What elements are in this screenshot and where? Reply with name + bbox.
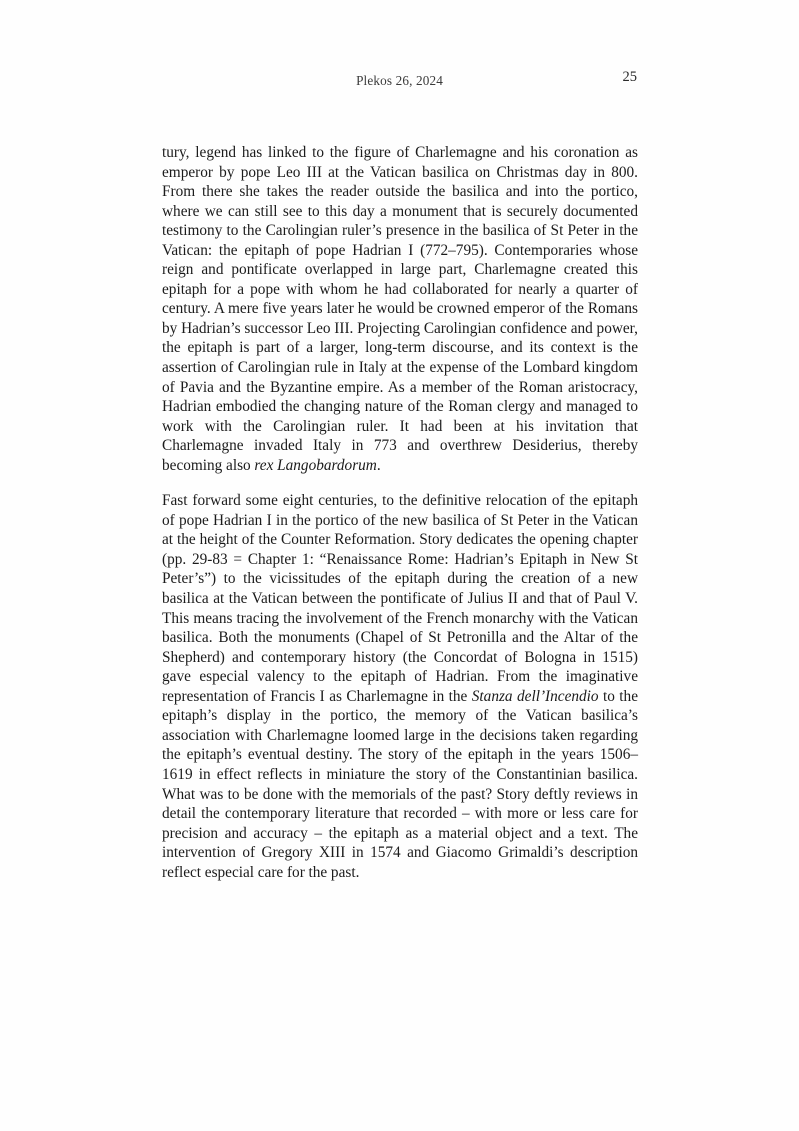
italic-phrase: Stanza dell’Incendio — [471, 687, 599, 705]
italic-phrase: rex Langobardorum — [254, 456, 377, 474]
page-number: 25 — [622, 69, 637, 85]
body-paragraph: tury, legend has linked to the figure of Charlemagne and his coronation as emperor by pope Leo III at the Vatican basilica on Christmas day in 800. From there she takes the reader outside the basilica and into the portico, where we can still see to this day a monument that is securely documented testimony to the Carolingian ruler’s presence in the basilica of St Peter in the Vatican: the epitaph of pope Hadrian I (772–795). Contemporaries whose reign and pontificate overlapped in large part, Charlemagne created this epitaph for a pope with whom he had collaborated for nearly a quarter of century. A mere five years later he would be crowned emperor of the Romans by Hadrian’s successor Leo III. Projecting Carolingian confidence and power, the epitaph is part of a larger, long-term discourse, and its context is the assertion of Carolingian rule in Italy at the expense of the Lombard kingdom of Pavia and the Byzantine empire. As a member of the Roman aristocracy, Hadrian embodied the changing nature of the Roman clergy and managed to work with the Carolingian ruler. It had been at his invitation that Charlemagne invaded Italy in 773 and overthrew Desiderius, thereby becoming also rex Langobardorum. — [162, 144, 638, 474]
body-paragraph: Fast forward some eight centuries, to the definitive relocation of the epitaph of pope Hadrian I in the portico of the new basilica of St Peter in the Vatican at the height of the Counter Reformation. Story dedicates the opening chapter (pp. 29-83 = Chapter 1: “Renaissance Rome: Hadrian’s Epitaph in New St Peter’s”) to the vicissitudes of the epitaph during the creation of a new basilica at the Vatican between the pontificate of Julius II and that of Paul V. This means tracing the involvement of the French monarchy with the Vatican basilica. Both the monuments (Chapel of St Petronilla and the Altar of the Shepherd) and contemporary history (the Concordat of Bologna in 1515) gave especial valency to the epitaph of Hadrian. From the imaginative representation of Francis I as Charlemagne in the Stanza dell’Incendio to the epitaph’s display in the portico, the memory of the Vatican basilica’s association with Charlemagne loomed large in the decisions taken regarding the epitaph’s eventual destiny. The story of the epitaph in the years 1506–1619 in effect reflects in miniature the story of the Constantinian basilica. What was to be done with the memorials of the past? Story deftly reviews in detail the contemporary literature that recorded – with more or less care for precision and accuracy – the epitaph as a material object and a text. The intervention of Gregory XIII in 1574 and Giacomo Grimaldi’s description reflect especial care for the past. — [162, 492, 638, 881]
body-text-column — [162, 143, 638, 882]
running-head — [0, 69, 799, 92]
running-head-title: Plekos 26, 2024 — [356, 73, 443, 88]
